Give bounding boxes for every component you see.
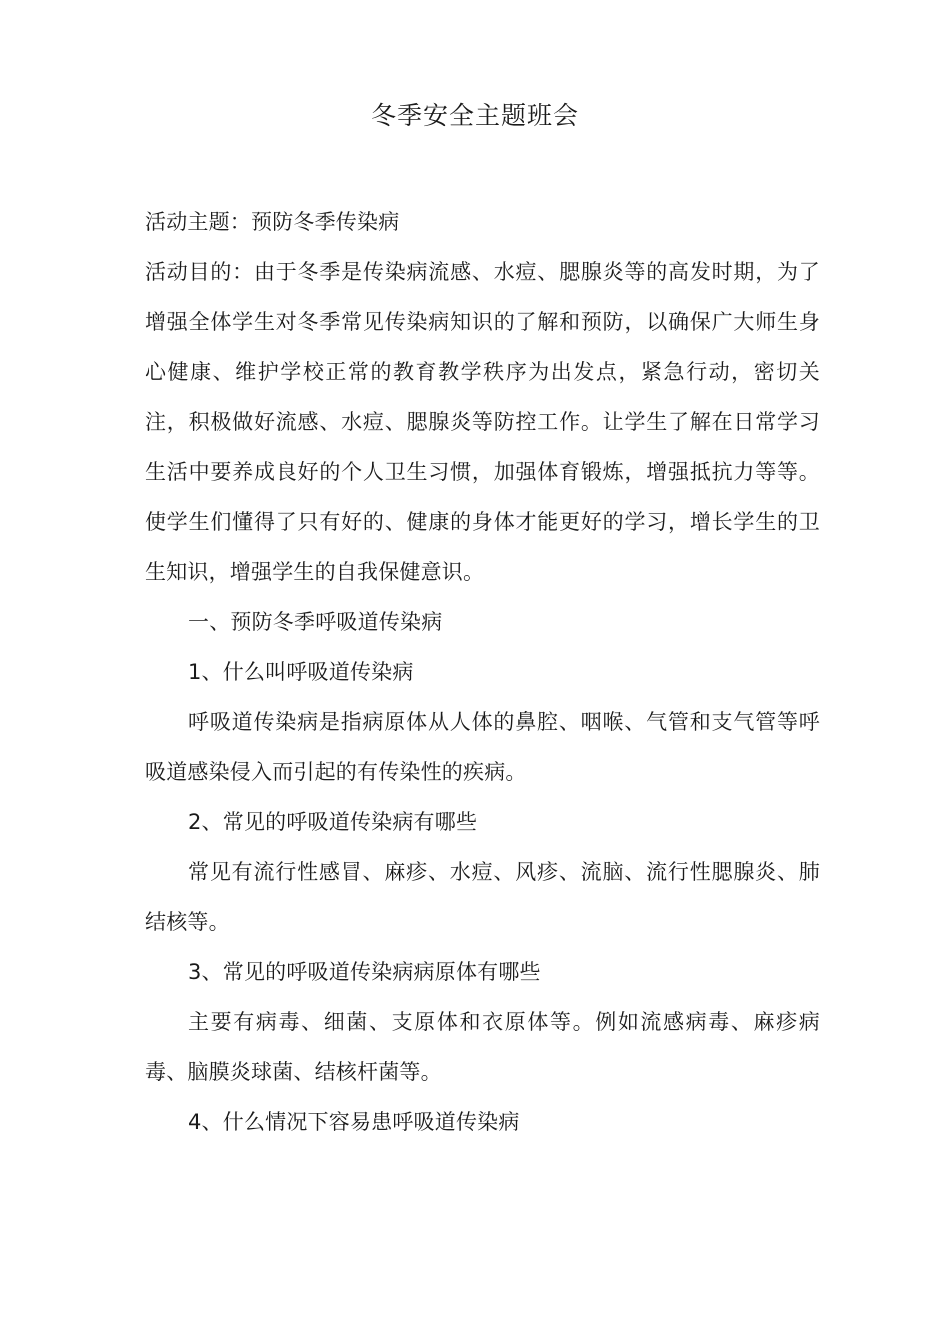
- activity-theme-paragraph: 活动主题：预防冬季传染病: [145, 210, 400, 234]
- document-body: [145, 197, 820, 1147]
- document-title: 冬季安全主题班会: [370, 101, 579, 130]
- subheading-4: 4、什么情况下容易患呼吸道传染病: [188, 1110, 520, 1134]
- activity-purpose-paragraph: 活动目的：由于冬季是传染病流感、水痘、腮腺炎等的高发时期，为了增强全体学生对冬季常见传染病知识的了解和预防，以确保广大师生身心健康、维护学校正常的教育教学秩序为出发点，紧急行动，密切关注，积极做好流感、水痘、腮腺炎等防控工作。让学生了解在日常学习生活中要养成良好的个人卫生习惯，加强体育锻炼，增强抵抗力等等。使学生们懂得了只有好的、健康的身体才能更好的学习，增长学生的卫生知识，增强学生的自我保健意识。: [145, 260, 820, 584]
- subheading-2: 2、常见的呼吸道传染病有哪些: [188, 810, 478, 834]
- subheading-1: 1、什么叫呼吸道传染病: [188, 660, 414, 684]
- body-paragraph-1: 呼吸道传染病是指病原体从人体的鼻腔、咽喉、气管和支气管等呼吸道感染侵入而引起的有传染性的疾病。: [145, 710, 820, 784]
- subheading-3: 3、常见的呼吸道传染病病原体有哪些: [188, 960, 541, 984]
- body-paragraph-3: 主要有病毒、细菌、支原体和衣原体等。例如流感病毒、麻疹病毒、脑膜炎球菌、结核杆菌等。: [145, 1010, 820, 1084]
- body-paragraph-2: 常见有流行性感冒、麻疹、水痘、风疹、流脑、流行性腮腺炎、肺结核等。: [145, 860, 820, 934]
- section-heading-1: 一、预防冬季呼吸道传染病: [188, 610, 443, 634]
